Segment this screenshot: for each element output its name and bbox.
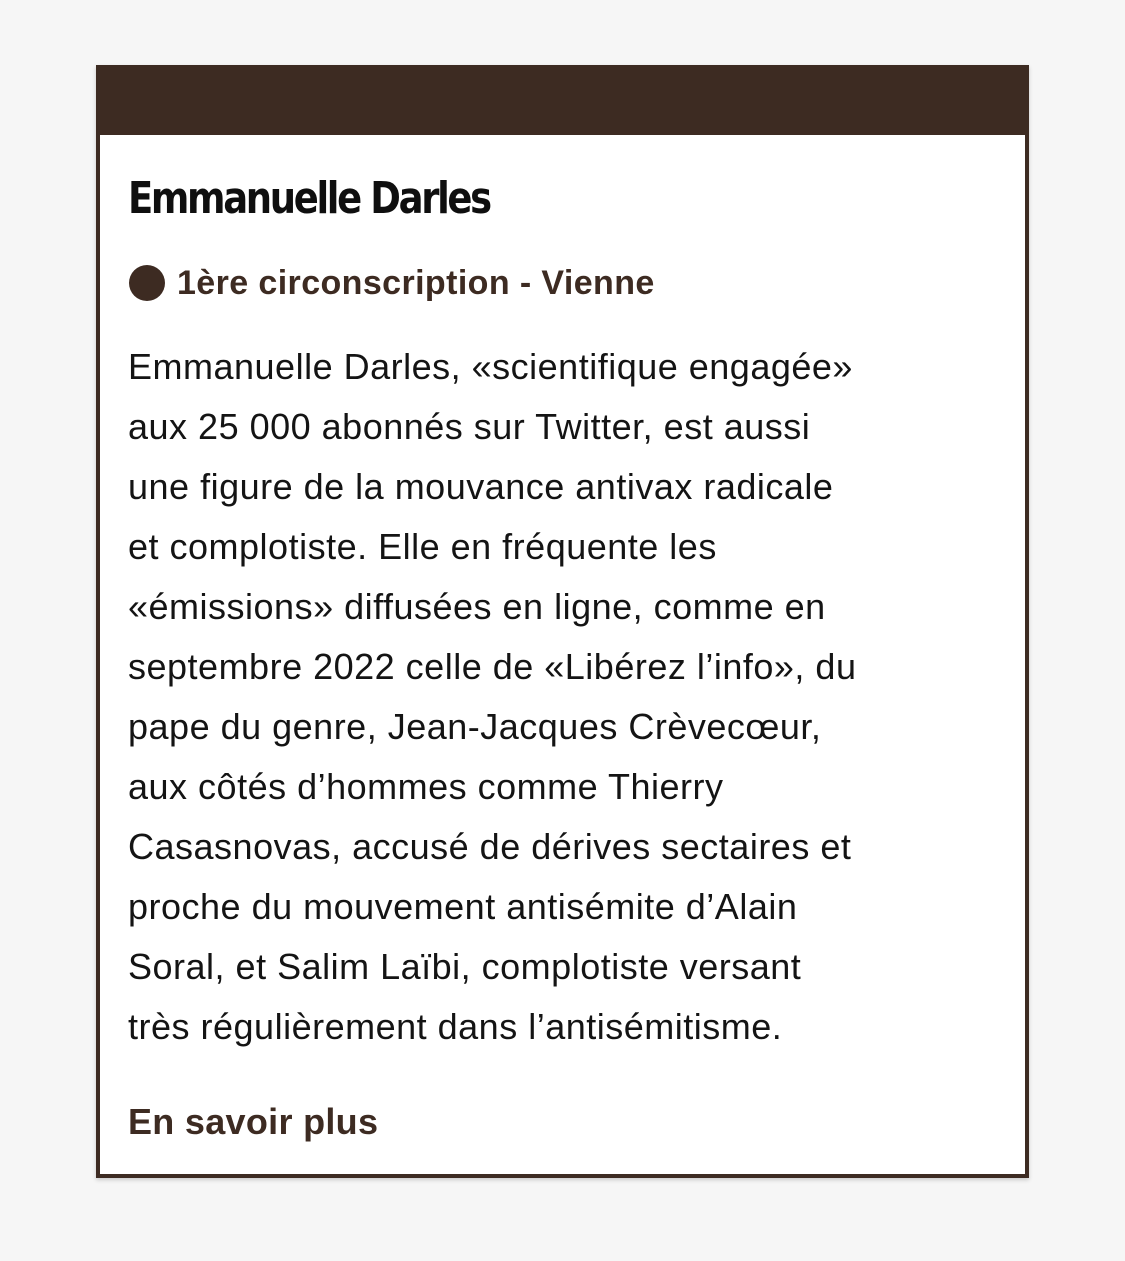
description-line: et complotiste. Elle en fréquente les xyxy=(128,526,717,567)
candidate-card xyxy=(96,65,1029,1178)
description-line: pape du genre, Jean-Jacques Crèvecœur, xyxy=(128,706,822,747)
candidate-description xyxy=(128,337,856,1057)
description-line: très régulièrement dans l’antisémitisme. xyxy=(128,1006,783,1047)
candidate-name: Emmanuelle Darles xyxy=(128,173,490,224)
description-line: Emmanuelle Darles, «scientifique engagée» xyxy=(128,346,853,387)
dot-icon xyxy=(129,265,165,301)
description-line: septembre 2022 celle de «Libérez l’info», du xyxy=(128,646,857,687)
district-row xyxy=(129,261,655,305)
description-line: Soral, et Salim Laïbi, complotiste versant xyxy=(128,946,802,987)
read-more-link[interactable]: En savoir plus xyxy=(128,1101,379,1142)
description-line: Casasnovas, accusé de dérives sectaires et xyxy=(128,826,852,867)
description-line: une figure de la mouvance antivax radicale xyxy=(128,466,834,507)
description-line: aux 25 000 abonnés sur Twitter, est aussi xyxy=(128,406,811,447)
description-line: proche du mouvement antisémite d’Alain xyxy=(128,886,798,927)
card-header-bar xyxy=(96,65,1029,135)
description-line: «émissions» diffusées en ligne, comme en xyxy=(128,586,826,627)
district-label: 1ère circonscription - Vienne xyxy=(177,263,655,302)
description-line: aux côtés d’hommes comme Thierry xyxy=(128,766,724,807)
